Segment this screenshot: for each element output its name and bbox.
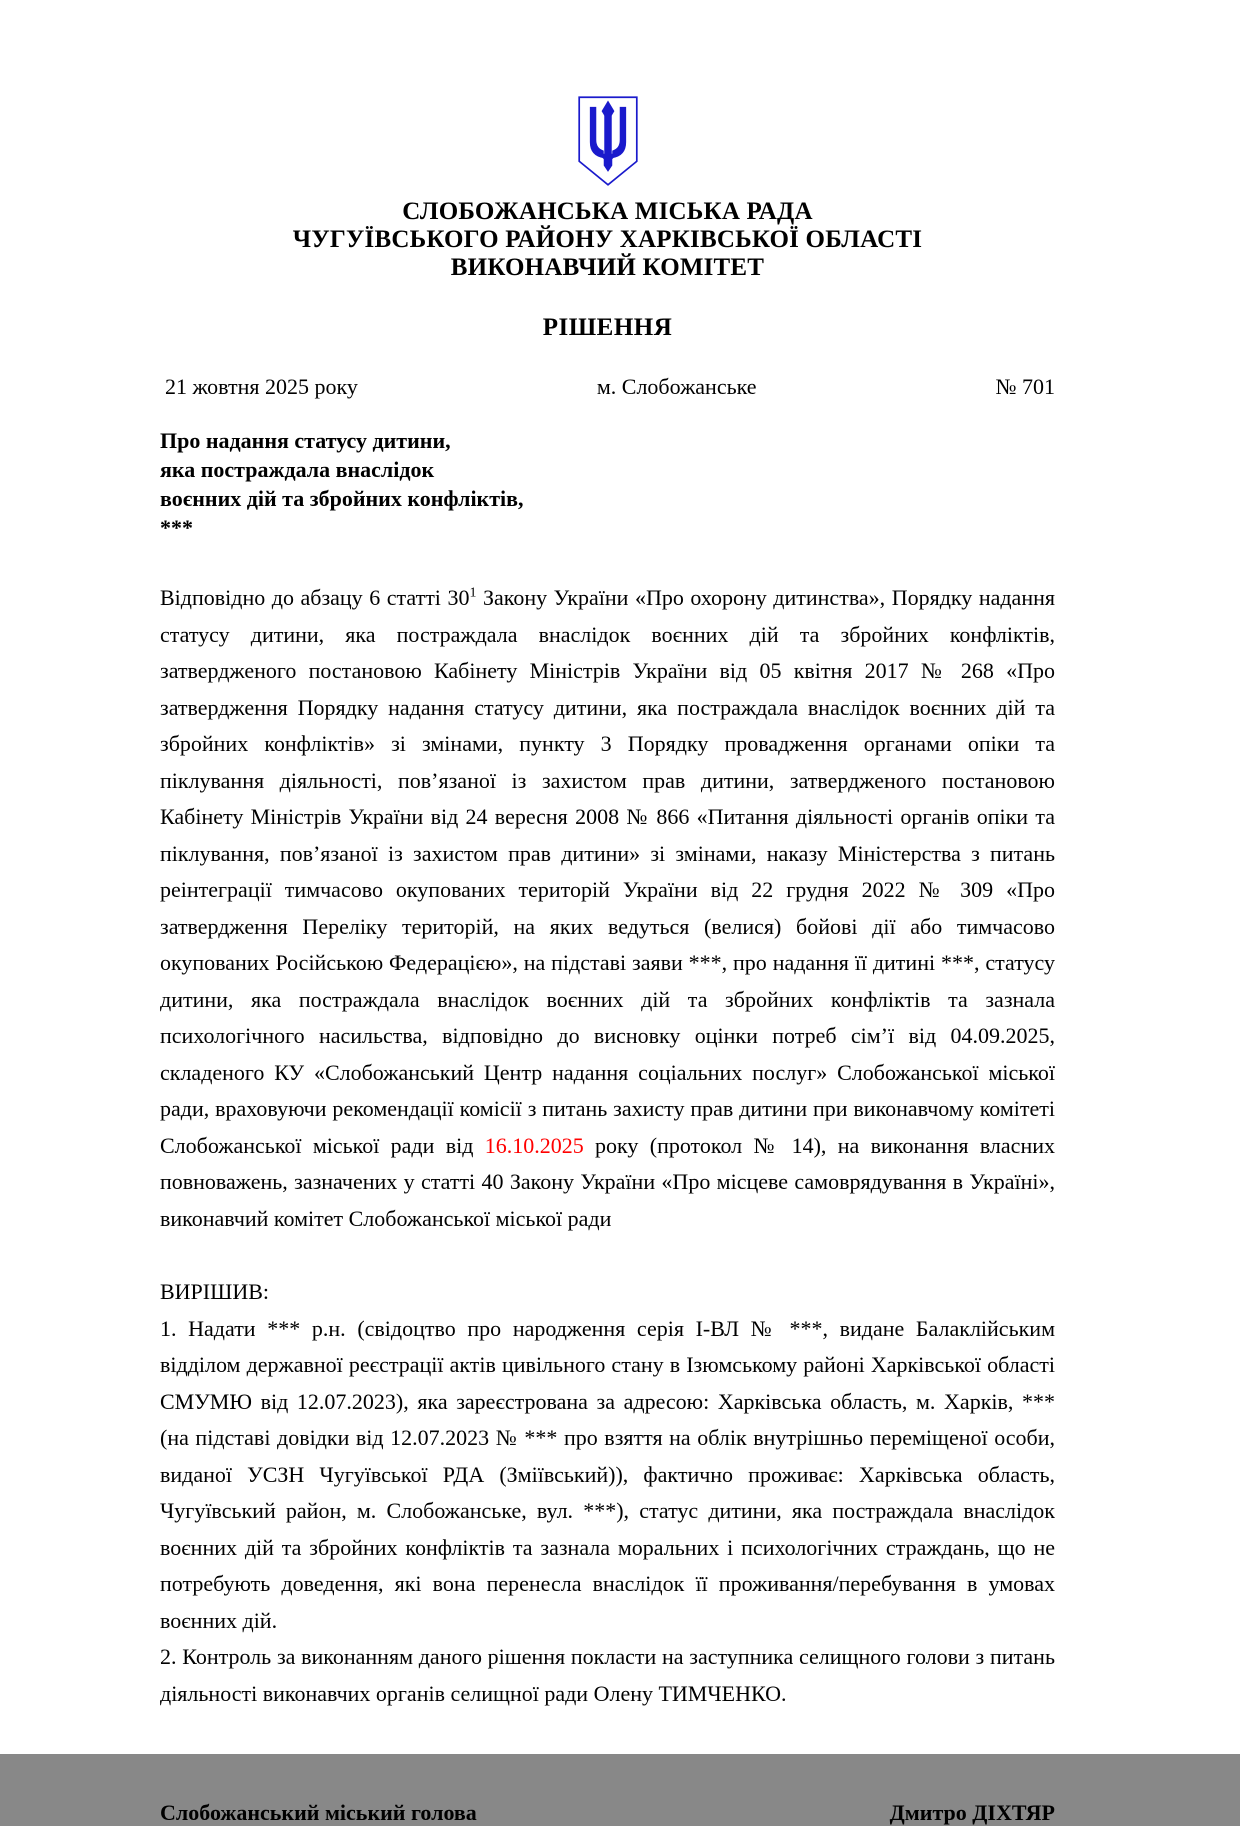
- ukraine-trident-emblem-icon: [576, 95, 640, 192]
- document-number: № 701: [995, 374, 1055, 399]
- resolution-section: [160, 1274, 1055, 1712]
- emblem-container: [160, 95, 1055, 192]
- article-superscript: 1: [469, 585, 477, 601]
- signer-position: Слобожанський міський голова: [160, 1800, 477, 1825]
- signature-row: [160, 1800, 1055, 1826]
- subject-block: [160, 426, 1055, 542]
- signer-name: Дмитро ДІХТЯР: [889, 1800, 1055, 1825]
- subject-line3: воєнних дій та збройних конфліктів,: [160, 486, 524, 511]
- protocol-date-highlight: 16.10.2025: [484, 1132, 584, 1158]
- org-name-line1: СЛОБОЖАНСЬКА МІСЬКА РАДА: [402, 198, 813, 225]
- resolution-item-2: 2. Контроль за виконанням даного рішення покласти на заступника селищного голови з питань діяльності виконавчих органів селищної ради Олену ТИМЧЕНКО.: [160, 1644, 1055, 1706]
- subject-line1: Про надання статусу дитини,: [160, 428, 451, 453]
- document-place: м. Слобожанське: [596, 374, 757, 399]
- document-date: 21 жовтня 2025 року: [165, 374, 358, 399]
- document-meta-row: [160, 374, 1055, 400]
- preamble-text-part2: Закону України «Про охорону дитинства», Порядку надання статусу дитини, яка постраждала внаслідок воєнних дій та збройних конфліктів, затвердженого постановою Кабінету Міністрів України від 05 квітня 2017 № 268 «Про затвердження Порядку надання статусу дитини, яка постраждала внаслідок воєнних дій та збройних конфліктів» зі змінами, пункту 3 Порядку провадження органами опіки та піклування діяльності, пов’язаної із захистом прав дитини, затвердженого постановою Кабінету Міністрів України від 24 вересня 2008 № 866 «Питання діяльності органів опіки та піклування, пов’язаної із захистом прав дитини» зі змінами, наказу Міністерства з питань реінтеграції тимчасово окупованих територій України від 22 грудня 2022 № 309 «Про затвердження Переліку територій, на яких ведуться (велися) бойові дії або тимчасово окупованих Російською Федерацією», на підставі заяви ***, про надання її дитині ***, статусу дитини, яка постраждала внаслідок воєнних дій та збройних конфліктів та зазнала психологічного насильства, відповідно до висновку оцінки потреб сім’ї від 04.09.2025, складеного КУ «Слобожанський Центр надання соціальних послуг» Слобожанської міської ради, враховуючи рекомендації комісії з питань захисту прав дитини при виконавчому комітеті Слобожанської міської ради від: [160, 585, 1055, 1158]
- preamble-paragraph: [160, 580, 1055, 1237]
- organization-header: [160, 198, 1055, 282]
- subject-line4: ***: [160, 515, 193, 540]
- subject-line2: яка постраждала внаслідок: [160, 457, 435, 482]
- document-type-title: РІШЕННЯ: [542, 314, 673, 341]
- org-name-line2: ЧУГУЇВСЬКОГО РАЙОНУ ХАРКІВСЬКОЇ ОБЛАСТІ: [292, 226, 923, 253]
- resolution-item-1: 1. Надати *** р.н. (свідоцтво про народження серія І-ВЛ № ***, видане Балаклійським відділом державної реєстрації актів цивільного стану в Ізюмському районі Харківської області СМУМЮ від 12.07.2023), яка зареєстрована за адресою: Харківська область, м. Харків, *** (на підставі довідки від 12.07.2023 № *** про взяття на облік внутрішньо переміщеної особи, виданої УСЗН Чугуївської РДА (Зміївський)), фактично проживає: Харківська область, Чугуївський район, м. Слобожанське, вул. ***), статус дитини, яка постраждала внаслідок воєнних дій та збройних конфліктів та зазнала моральних і психологічних страждань, що не потребують доведення, які вона перенесла внаслідок її проживання/перебування в умовах воєнних дій.: [160, 1315, 1055, 1633]
- preamble-text-part3: року (протокол № 14), на виконання власних повноважень, зазначених у статті 40 Закону України «Про місцеве самоврядування в Україні», виконавчий комітет Слобожанської міської ради: [160, 1132, 1055, 1231]
- org-name-line3: ВИКОНАВЧИЙ КОМІТЕТ: [450, 254, 765, 281]
- resolution-heading: ВИРІШИВ:: [160, 1279, 269, 1304]
- preamble-text-part1: Відповідно до абзацу 6 статті 30: [160, 585, 470, 610]
